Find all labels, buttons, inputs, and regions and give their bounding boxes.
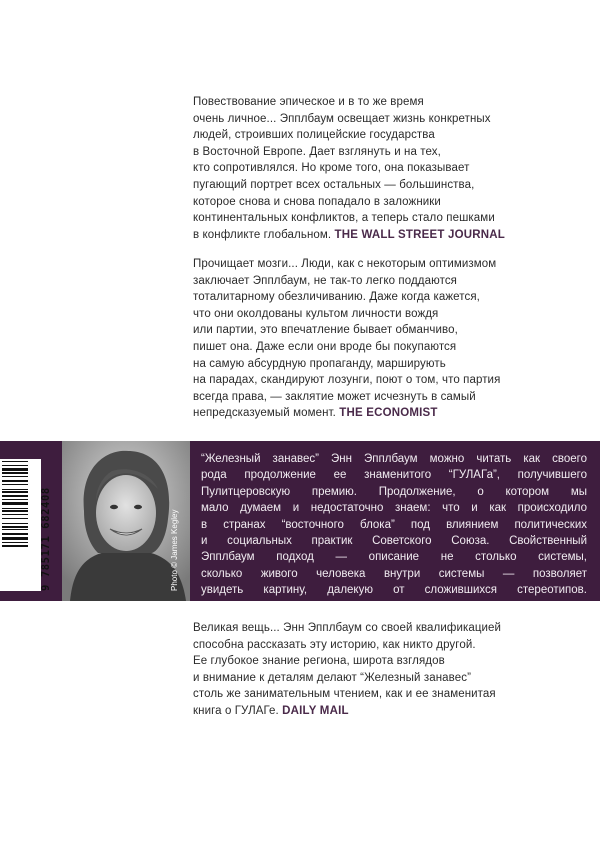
blurb-line: увидеть картину, далекую от сложившихся стереотипов. bbox=[201, 584, 587, 597]
isbn-barcode bbox=[0, 459, 52, 591]
quote-line: Повествование эпическое и в то же время bbox=[193, 96, 424, 108]
barcode-bar bbox=[2, 480, 28, 482]
isbn-digits: 9 785171 682408 bbox=[40, 487, 52, 591]
quote-line: Великая вещь... Энн Эпплбаум со своей квалификацией bbox=[193, 622, 502, 634]
quote-line: очень личное... Эпплбаум освещает жизнь конкретных bbox=[193, 112, 491, 125]
quote-line: в Восточной Европе. Дает взглянуть и на тех, bbox=[193, 145, 441, 158]
blurb-line: рода продолжение ее знаменитого “ГУЛАГа”, получившего bbox=[201, 469, 587, 482]
quote-line: или партии, это впечатление бывает обманчиво, bbox=[193, 324, 458, 337]
quote-line: тоталитарному обезличиванию. Даже когда кажется, bbox=[193, 291, 480, 304]
quote-line: Ее глубокое знание региона, широта взглядов bbox=[193, 655, 445, 668]
quote-source: THE WALL STREET JOURNAL bbox=[334, 228, 506, 241]
quote-line-last bbox=[193, 227, 553, 244]
blurb-line: Пулитцеровскую премию. Продолжение, о котором мы bbox=[201, 485, 587, 498]
quote-text: в конфликте глобальном. bbox=[193, 228, 332, 241]
quote-text: книга о ГУЛАГе. bbox=[193, 704, 279, 717]
barcode-bar bbox=[2, 533, 28, 535]
barcode-bar bbox=[2, 508, 28, 509]
quote-source: THE ECONOMIST bbox=[339, 407, 438, 420]
blurb-line: “Железный занавес” Энн Эпплбаум можно читать как своего bbox=[201, 453, 587, 465]
quote-line-last bbox=[193, 703, 553, 720]
blurb-line: в странах “восточного блока” под влиянием политических bbox=[201, 518, 587, 531]
quote-line: Прочищает мозги... Люди, как с некоторым оптимизмом bbox=[193, 258, 497, 270]
barcode-bar bbox=[2, 489, 28, 490]
quote-line: что они околдованы культом личности вождя bbox=[193, 307, 439, 320]
photo-credit: Photo © James Kegley bbox=[170, 509, 179, 591]
quote-line: всегда права, — заклятие может исчезнуть в самый bbox=[193, 390, 476, 403]
barcode-bar bbox=[2, 502, 28, 505]
author-photo bbox=[62, 441, 190, 601]
barcode-bar bbox=[2, 472, 28, 474]
quote-source: DAILY MAIL bbox=[282, 704, 349, 717]
quote-line: на самую абсурдную пропаганду, марширують bbox=[193, 357, 446, 370]
barcode-bar bbox=[2, 499, 28, 500]
barcode-bar bbox=[2, 514, 28, 515]
quote-line: способна рассказать эту историю, как никто другой. bbox=[193, 638, 476, 651]
blurb-line: сколько живого человека внутри системы — позволяет bbox=[201, 567, 587, 580]
barcode-bar bbox=[2, 495, 28, 497]
quote-line-last bbox=[193, 405, 553, 422]
barcode-bar bbox=[2, 510, 28, 512]
quote-line: которое снова и снова попадало в заложники bbox=[193, 195, 441, 208]
quote-line: и внимание к деталям делают “Железный занавес” bbox=[193, 671, 472, 684]
review-quote-daily-mail bbox=[193, 620, 553, 720]
review-quote-wsj bbox=[193, 94, 553, 243]
barcode-bar bbox=[2, 523, 28, 524]
barcode-bar bbox=[2, 468, 28, 471]
quote-line: континентальных конфликтов, а теперь стало пешками bbox=[193, 212, 495, 225]
author-blurb bbox=[201, 451, 587, 599]
quote-line: людей, строивших полицейские государства bbox=[193, 129, 435, 142]
quote-text: непредсказуемый момент. bbox=[193, 407, 336, 420]
quote-line: кто сопротивлялся. Но кроме того, она показывает bbox=[193, 162, 470, 175]
quote-line: столь же занимательным чтением, как и ее знаменитая bbox=[193, 688, 496, 701]
barcode-bar bbox=[2, 476, 28, 477]
barcode-bar bbox=[2, 461, 28, 462]
barcode-bar bbox=[2, 491, 28, 493]
blurb-line: и социальных практик Советского Союза. Свойственный bbox=[201, 535, 587, 548]
quote-line: на парадах, скандируют лозунги, поют о том, что партия bbox=[193, 374, 501, 387]
quote-line: заключает Эпплбаум, не так-то легко поддаются bbox=[193, 274, 458, 287]
blurb-line: мало думаем и недостаточно знаем: что и как происходило bbox=[201, 502, 587, 515]
barcode-bar bbox=[2, 526, 28, 528]
quote-line: пишет она. Даже если они вроде бы покупаются bbox=[193, 340, 457, 353]
barcode-bar bbox=[2, 484, 28, 485]
blurb-line: Эпплбаум подход — описание не столько системы, bbox=[201, 551, 587, 564]
barcode-bar bbox=[2, 518, 28, 519]
barcode-bar bbox=[2, 542, 28, 543]
review-quote-economist bbox=[193, 256, 553, 422]
barcode-bar bbox=[2, 545, 28, 547]
barcode-bars bbox=[2, 461, 28, 589]
quote-line: пугающий портрет всех остальных — большинства, bbox=[193, 178, 475, 191]
barcode-bar bbox=[2, 537, 28, 540]
barcode-bar bbox=[2, 529, 28, 530]
barcode-bar bbox=[2, 465, 28, 466]
